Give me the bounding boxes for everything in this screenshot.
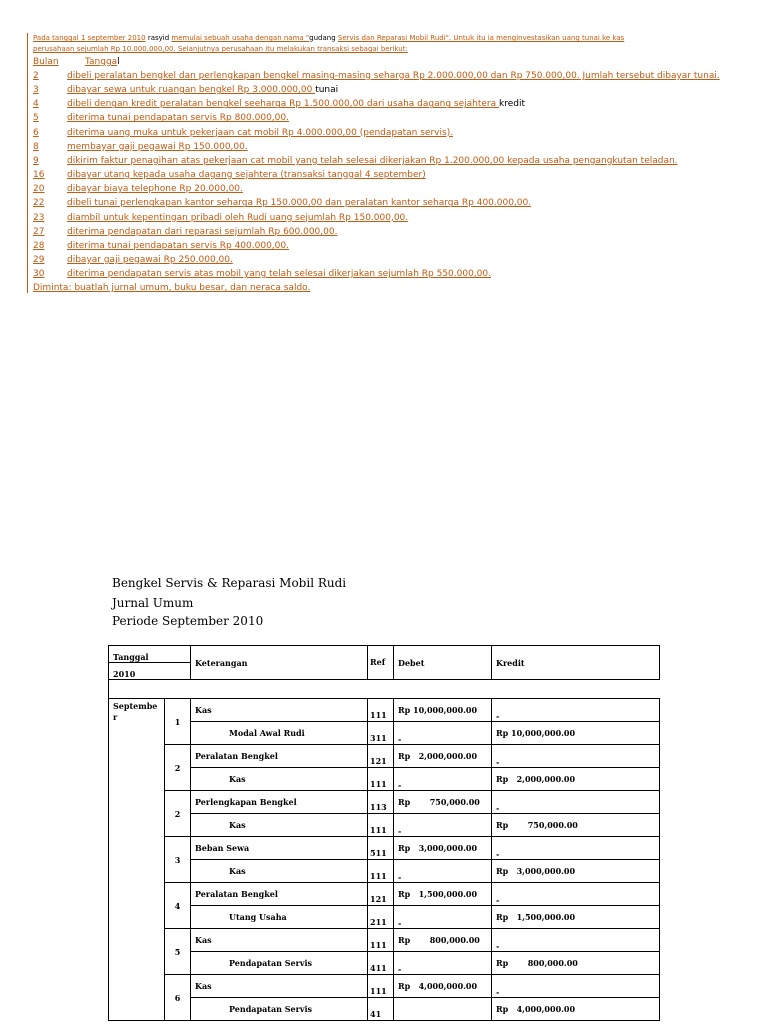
journal-kredit: Rp 4,000,000.00 [492,998,660,1021]
journal-kredit: - [492,975,660,998]
journal-account: Utang Usaha [191,906,368,929]
journal-account: Kas [191,814,368,837]
transaction-line [33,127,453,139]
journal-ref: 121 [368,883,394,906]
transaction-number: 28 [33,240,45,251]
intro-name: rasyid [145,34,172,42]
journal-row [109,906,660,929]
intro-line-1 [33,33,624,43]
journal-ref: 211 [368,906,394,929]
transaction-number: 5 [33,113,39,124]
journal-day: 5 [165,929,191,975]
journal-row [109,952,660,975]
transaction-text: dibayar biaya telephone Rp 20.000,00. [67,184,243,195]
journal-company-title: Bengkel Servis & Reparasi Mobil Rudi [112,576,347,590]
journal-account: Kas [191,860,368,883]
col-keterangan: Keterangan [191,646,368,680]
journal-day: 2 [165,791,191,837]
journal-kredit: - [492,837,660,860]
journal-kredit: - [492,883,660,906]
journal-account: Kas [191,975,368,998]
journal-row [109,791,660,814]
journal-table [108,645,660,1021]
journal-account: Pendapatan Servis [191,998,368,1021]
journal-kredit: - [492,745,660,768]
journal-ref: 311 [368,722,394,745]
transaction-line [33,84,338,96]
journal-spacer-row [109,680,660,699]
journal-row [109,975,660,998]
transaction-text: dibeli peralatan bengkel dan perlengkapan bengkel masing-masing seharga Rp 2.000.000,00 dan Rp 750.000,00. Jumlah tersebut dibayar tunai. [67,71,720,81]
transaction-text: diterima pendapatan servis atas mobil yang telah selesai dikerjakan sejumlah Rp 550.000,00. [67,269,491,280]
journal-debet: Rp 4,000,000.00 [394,975,492,998]
transaction-number: 2 [33,71,39,81]
transaction-number: 22 [33,198,45,209]
transaction-line [33,240,289,252]
journal-debet: Rp 3,000,000.00 [394,837,492,860]
transaction-number: 6 [33,127,39,138]
transaction-line [33,226,337,238]
transaction-number: 4 [33,99,39,110]
journal-kredit: Rp 3,000,000.00 [492,860,660,883]
journal-ref: 113 [368,791,394,814]
journal-day: 3 [165,837,191,883]
header-tanggal: Tangga [85,57,118,67]
transaction-text: dibeli dengan kredit peralatan bengkel seeharga Rp 1.500.000,00 dari usaha dagang sejahtera [67,99,499,110]
transaction-line [33,254,233,266]
journal-ref: 111 [368,975,394,998]
journal-row [109,814,660,837]
journal-kredit: Rp 2,000,000.00 [492,768,660,791]
col-ref: Ref [368,646,394,680]
intro-business: Servis dan Reparasi Mobil Rudi". Untuk itu ia menginvestasikan uang tunai ke kas [337,34,625,42]
header-bulan: Bulan [33,57,59,67]
transaction-text: dibayar utang kepada usaha dagang sejahtera (transaksi tanggal 4 september) [67,170,426,181]
transaction-text: membayar gaji pegawai Rp 150.000,00. [67,141,248,152]
transaction-number: 27 [33,226,45,237]
journal-kredit: Rp 750,000.00 [492,814,660,837]
transaction-number: 3 [33,85,39,96]
journal-kredit: Rp 1,500,000.00 [492,906,660,929]
transaction-number: 16 [33,170,45,181]
journal-debet [394,998,492,1021]
journal-debet: Rp 10,000,000.00 [394,699,492,722]
journal-ref: 111 [368,929,394,952]
journal-ref: 511 [368,837,394,860]
intro-phrase: memulai sebuah usaha dengan nama " [171,34,310,42]
transaction-line [33,141,248,153]
journal-debet: - [394,860,492,883]
journal-month: September [109,699,165,1021]
transaction-number: 20 [33,184,45,195]
journal-spacer [109,680,660,699]
journal-account: Kas [191,929,368,952]
journal-day: 6 [165,975,191,1021]
transaction-line [33,183,243,195]
transaction-text: diterima tunai pendapatan servis Rp 800.000,00. [67,113,289,124]
intro-investment: perusahaan sejumlah Rp 10.000.000,00. Selanjutnya perusahaan itu melakukan transaksi sebagai berikut: [33,45,408,53]
transaction-number: 8 [33,141,39,152]
header-tanggal-tail: l [117,57,120,67]
diminta-text: Diminta: buatlah jurnal umum, buku besar, dan neraca saldo. [33,283,311,293]
transaction-number: 29 [33,254,45,265]
transaction-text: diambil untuk kepentingan pribadi oleh Rudi uang sejumlah Rp 150.000,00. [67,212,409,223]
journal-account: Beban Sewa [191,837,368,860]
transaction-text: dibeli tunai perlengkapan kantor seharga Rp 150.000,00 dan peralatan kantor seharga Rp 400.000,00. [67,198,532,209]
journal-row [109,722,660,745]
journal-row [109,860,660,883]
journal-ref: 111 [368,860,394,883]
journal-kredit: - [492,791,660,814]
transaction-line [33,169,426,181]
journal-row [109,768,660,791]
col-tanggal: Tanggal [109,646,191,663]
journal-day: 2 [165,745,191,791]
journal-day: 4 [165,883,191,929]
transaction-text: dibayar gaji pegawai Rp 250.000,00. [67,254,233,265]
col-debet: Debet [394,646,492,680]
journal-account: Pendapatan Servis [191,952,368,975]
col-year: 2010 [109,663,191,680]
journal-debet: - [394,906,492,929]
journal-debet: - [394,722,492,745]
journal-header-row [109,646,660,663]
transaction-number: 30 [33,269,45,280]
journal-ref: 411 [368,952,394,975]
journal-row [109,929,660,952]
journal-ref: 41 [368,998,394,1021]
transaction-text: dikirim faktur penagihan atas pekerjaan cat mobil yang telah selesai dikerjakan Rp 1.200.000,00 kepada usaha pengangkutan teladan. [67,155,678,166]
transaction-line [33,197,531,209]
journal-row [109,883,660,906]
journal-row [109,837,660,860]
journal-kredit: Rp 800,000.00 [492,952,660,975]
transaction-text: diterima uang muka untuk pekerjaan cat mobil Rp 4.000.000,00 (pendapatan servis). [67,127,454,138]
transaction-number: 9 [33,155,39,166]
journal-debet: - [394,768,492,791]
transaction-number: 23 [33,212,45,223]
intro-date: Pada tanggal 1 september 2010 [33,34,146,42]
journal-ref: 111 [368,814,394,837]
journal-period: Periode September 2010 [112,614,264,628]
journal-ref: 111 [368,699,394,722]
journal-ref: 121 [368,745,394,768]
journal-debet: Rp 1,500,000.00 [394,883,492,906]
journal-title: Jurnal Umum [112,596,194,610]
margin-bar [27,33,28,293]
journal-debet: Rp 750,000.00 [394,791,492,814]
header-row [33,56,120,68]
transaction-payment-note: tunai [315,85,339,96]
journal-account: Perlengkapan Bengkel [191,791,368,814]
transaction-text: diterima pendapatan dari reparasi sejumlah Rp 600.000,00. [67,226,338,237]
transaction-line [33,98,525,110]
transaction-text: diterima tunai pendapatan servis Rp 400.000,00. [67,240,289,251]
intro-gudang: gudang [309,34,338,42]
journal-account: Modal Awal Rudi [191,722,368,745]
journal-account: Kas [191,699,368,722]
journal-row [109,998,660,1021]
col-kredit: Kredit [492,646,660,680]
transaction-line [33,268,491,280]
transaction-payment-note: kredit [499,99,525,110]
journal-account: Peralatan Bengkel [191,883,368,906]
intro-line-2 [33,44,408,54]
journal-debet: Rp 2,000,000.00 [394,745,492,768]
journal-row [109,699,660,722]
journal-day: 1 [165,699,191,745]
transaction-text: dibayar sewa untuk ruangan bengkel Rp 3.000.000,00 [67,85,316,96]
journal-kredit: Rp 10,000,000.00 [492,722,660,745]
journal-kredit: - [492,699,660,722]
transaction-line [33,212,408,224]
journal-debet: - [394,814,492,837]
journal-ref: 111 [368,768,394,791]
journal-account: Kas [191,768,368,791]
journal-debet: Rp 800,000.00 [394,929,492,952]
journal-debet: - [394,952,492,975]
transaction-line [33,112,289,124]
journal-kredit: - [492,929,660,952]
diminta-line [33,282,310,294]
transaction-line [33,155,678,167]
journal-account: Peralatan Bengkel [191,745,368,768]
journal-row [109,745,660,768]
transaction-line [33,70,720,82]
